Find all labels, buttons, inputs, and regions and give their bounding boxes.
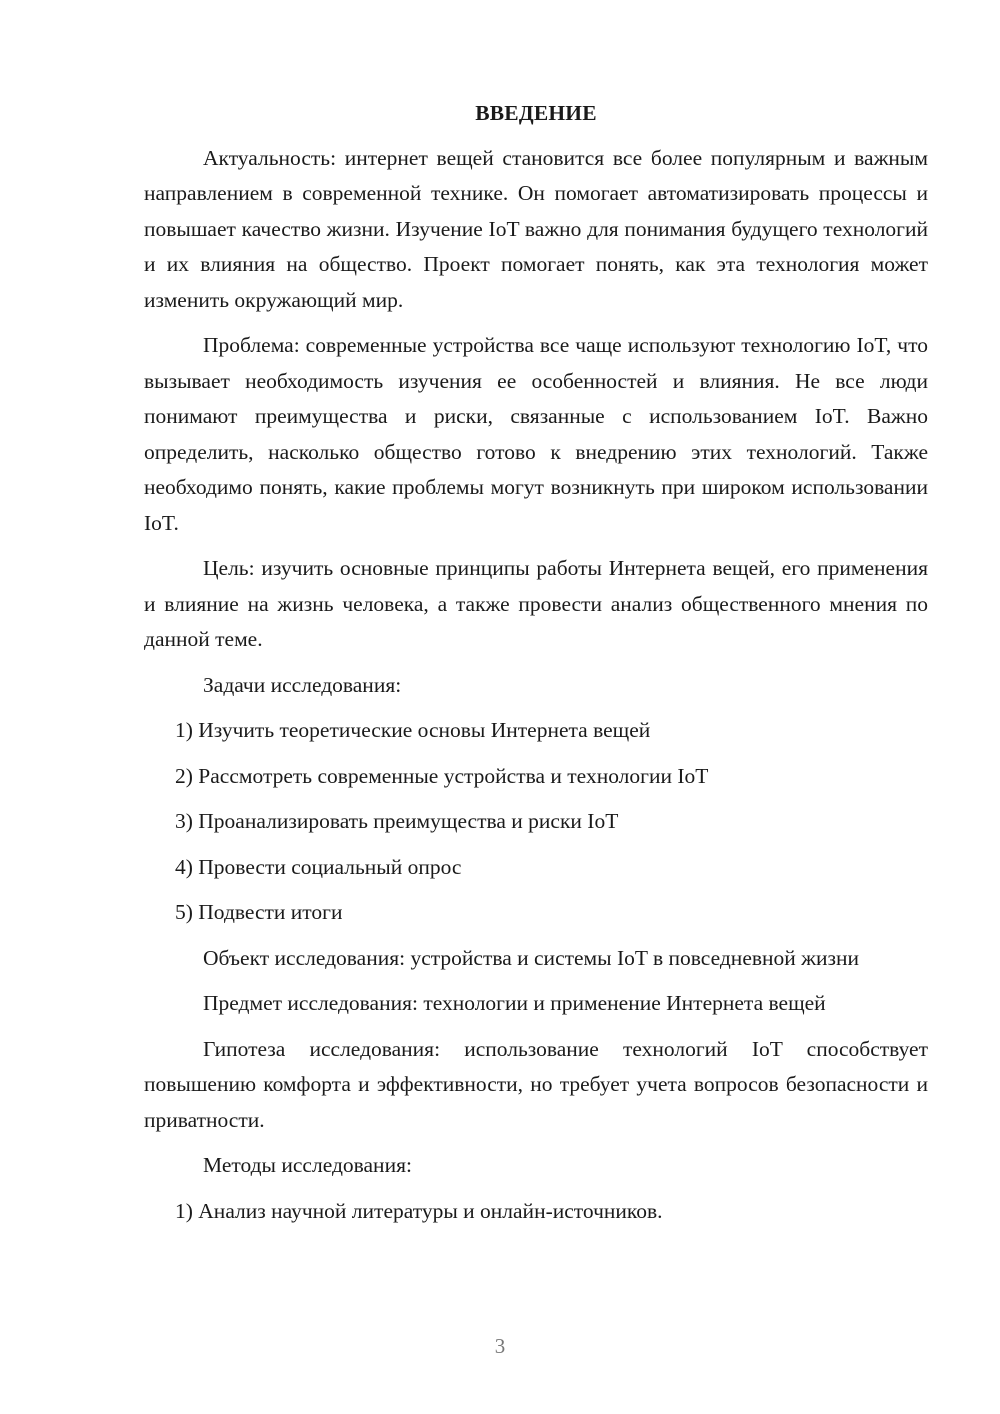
tasks-title: Задачи исследования: (203, 672, 402, 697)
task-item-2: 2) Рассмотреть современные устройства и технологии IoT (175, 763, 709, 788)
task-item-3: 3) Проанализировать преимущества и риски IoT (175, 809, 619, 833)
document-page (144, 96, 928, 1239)
page-number: 3 (494, 1334, 506, 1358)
relevance-paragraph: Актуальность: интернет вещей становится все более популярным и важным направлением в современной технике. Он помогает автоматизировать процессы и повышает качество жизни. Изучение IoT важно для понимания будущего технологий и их влияния на общество. Проект помогает понять, как эта технология может изменить окружающий мир. (144, 145, 928, 312)
problem-paragraph: Проблема: современные устройства все чаще используют технологию IoT, что вызывает необходимость изучения ее особенностей и влияния. Не все люди понимают преимущества и риски, связанные с использованием IoT. Важно определить, насколько общество готово к внедрению этих технологий. Также необходимо понять, какие проблемы могут возникнуть при широком использовании IoT. (144, 333, 928, 535)
task-item-4: 4) Провести социальный опрос (175, 854, 462, 879)
task-item-5: 5) Подвести итоги (175, 900, 343, 924)
subject-paragraph: Предмет исследования: технологии и применение Интернета вещей (203, 991, 826, 1015)
goal-paragraph: Цель: изучить основные принципы работы Интернета вещей, его применения и влияние на жизнь человека, а также провести анализ общественного мнения по данной теме. (144, 556, 928, 651)
method-item-1: 1) Анализ научной литературы и онлайн-источников. (175, 1198, 663, 1223)
methods-title: Методы исследования: (203, 1153, 412, 1177)
hypothesis-paragraph: Гипотеза исследования: использование технологий IoT способствует повышению комфорта и эффективности, но требует учета вопросов безопасности и приватности. (144, 1036, 928, 1132)
object-paragraph: Объект исследования: устройства и системы IoT в повседневной жизни (203, 945, 860, 970)
section-heading: ВВЕДЕНИЕ (475, 101, 597, 125)
task-item-1: 1) Изучить теоретические основы Интернета вещей (175, 718, 651, 742)
